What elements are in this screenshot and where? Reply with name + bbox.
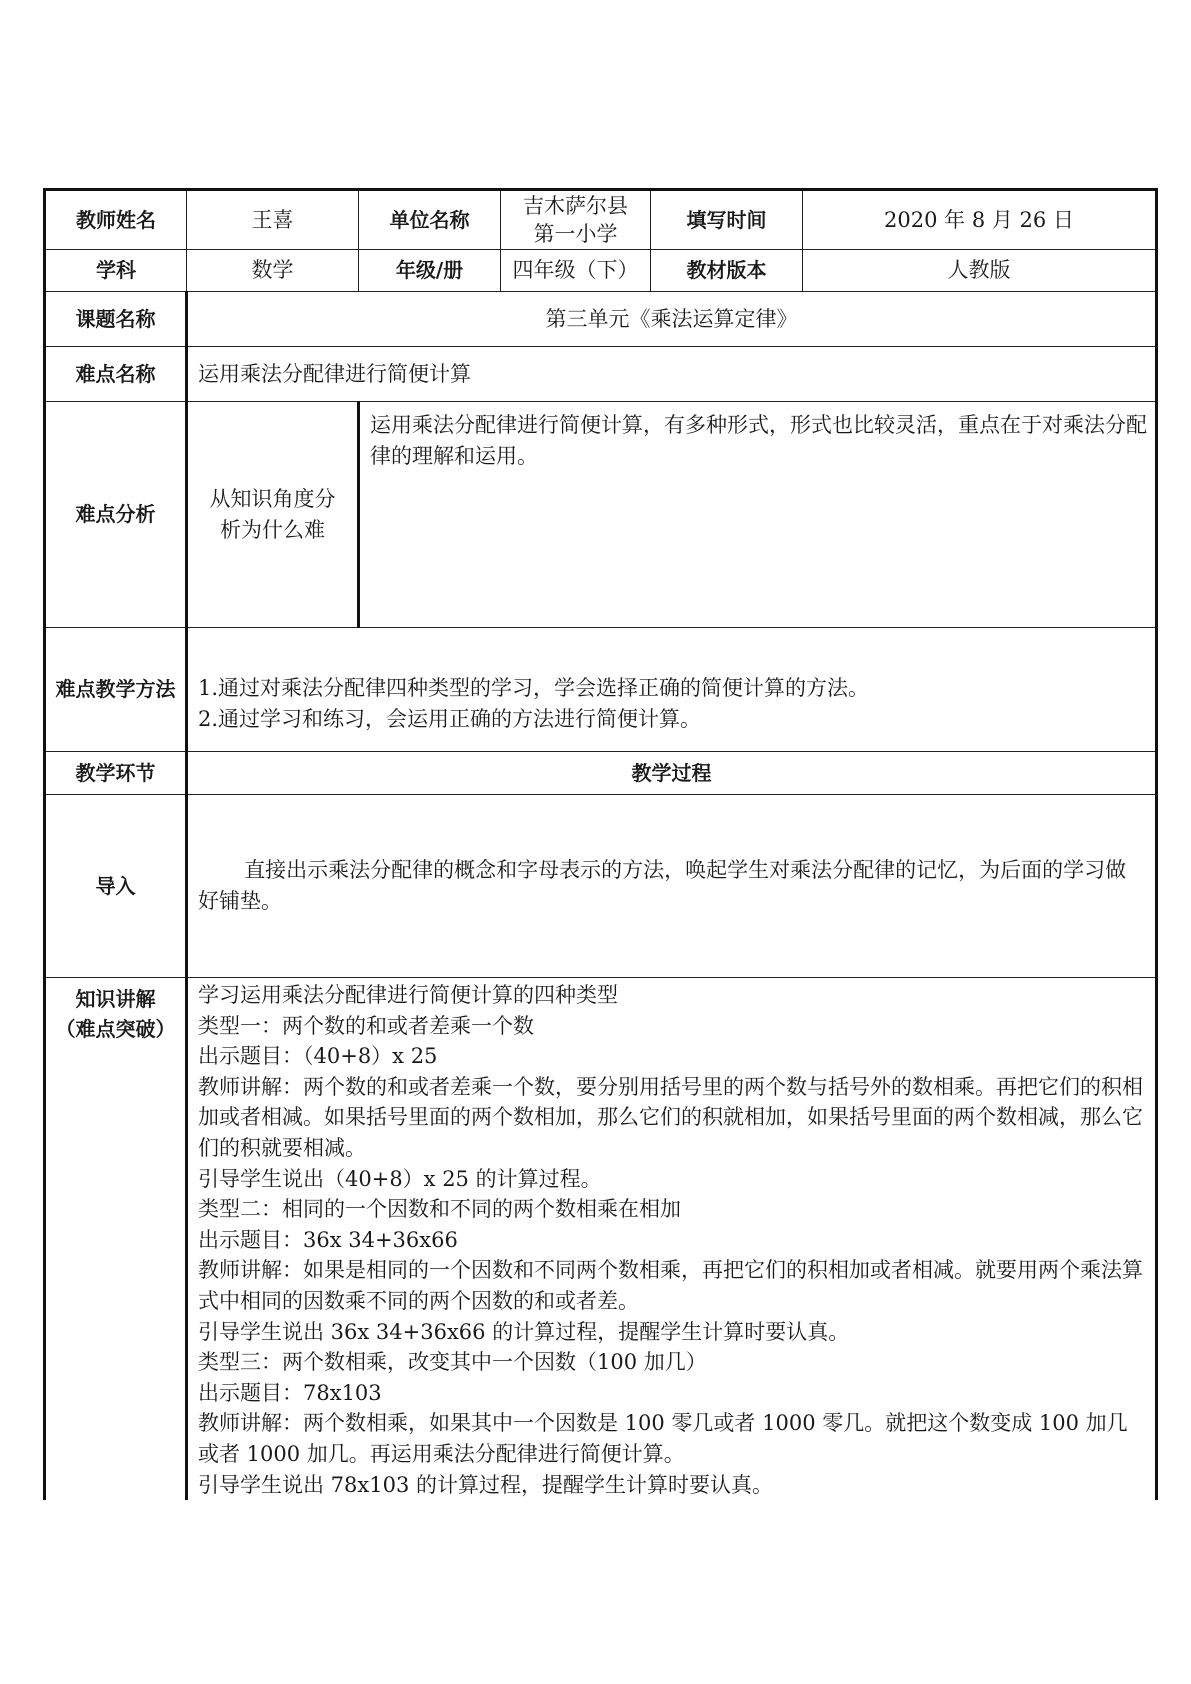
subject-label: 学科 [45, 250, 187, 292]
knowledge-line: 引导学生说出 36x 34+36x66 的计算过程，提醒学生计算时要认真。 [198, 1319, 850, 1344]
lesson-plan-table [43, 188, 1158, 1500]
knowledge-label [45, 978, 187, 1501]
difficulty-row [45, 347, 1157, 402]
knowledge-line: 教师讲解：如果是相同的一个因数和不同两个数相乘，再把它们的积相加或者相减。就要用两个乘法算式中相同的因数乘不同的两个因数的和或者差。 [198, 1258, 1143, 1313]
lesson-plan-sheet [43, 188, 1155, 1500]
intro-label: 导入 [45, 795, 187, 978]
topic-label: 课题名称 [45, 292, 187, 347]
difficulty-value: 运用乘法分配律进行简便计算 [187, 347, 1157, 402]
analysis-row [45, 402, 1157, 628]
topic-row [45, 292, 1157, 347]
subject-value: 数学 [187, 250, 359, 292]
date-value: 2020 年 8 月 26 日 [803, 190, 1157, 250]
intro-content [187, 795, 1157, 978]
difficulty-label: 难点名称 [45, 347, 187, 402]
analysis-label: 难点分析 [45, 402, 187, 628]
edition-label: 教材版本 [651, 250, 803, 292]
unit-label: 单位名称 [359, 190, 501, 250]
process-header-row [45, 752, 1157, 795]
knowledge-content [187, 978, 1157, 1501]
knowledge-line: 出示题目：78x103 [198, 1380, 382, 1405]
method-content [187, 628, 1157, 752]
grade-value: 四年级（下） [501, 250, 651, 292]
process-label: 教学过程 [187, 752, 1157, 795]
edition-value: 人教版 [803, 250, 1157, 292]
knowledge-line: 引导学生说出 78x103 的计算过程，提醒学生计算时要认真。 [198, 1472, 773, 1497]
analysis-sub-label: 从知识角度分析为什么难 [187, 402, 359, 628]
header-row-1 [45, 190, 1157, 250]
knowledge-line: 教师讲解：两个数的和或者差乘一个数，要分别用括号里的两个数与括号外的数相乘。再把它们的积相加或者相减。如果括号里面的两个数相加，那么它们的积就相加，如果括号里面的两个数相减，那么它们的积就要相减。 [198, 1074, 1143, 1160]
knowledge-line: 学习运用乘法分配律进行简便计算的四种类型 [198, 983, 618, 1007]
knowledge-label-line-2: （难点突破） [55, 1017, 176, 1041]
topic-value: 第三单元《乘法运算定律》 [187, 292, 1157, 347]
date-label: 填写时间 [651, 190, 803, 250]
knowledge-line: 类型三：两个数相乘，改变其中一个因数（100 加几） [198, 1350, 707, 1375]
teacher-value: 王喜 [187, 190, 359, 250]
knowledge-label-line-1: 知识讲解 [75, 987, 156, 1011]
knowledge-line: 类型二：相同的一个因数和不同的两个数相乘在相加 [198, 1197, 681, 1222]
method-line-1: 1.通过对乘法分配律四种类型的学习，学会选择正确的简便计算的方法。 [198, 675, 870, 700]
method-label: 难点教学方法 [45, 628, 187, 752]
knowledge-line: 引导学生说出（40+8）x 25 的计算过程。 [198, 1166, 602, 1191]
analysis-value: 运用乘法分配律进行简便计算，有多种形式，形式也比较灵活，重点在于对乘法分配律的理解和运用。 [359, 402, 1157, 628]
knowledge-row [45, 978, 1157, 1501]
method-row [45, 628, 1157, 752]
grade-label: 年级/册 [359, 250, 501, 292]
header-row-2 [45, 250, 1157, 292]
unit-value: 吉木萨尔县第一小学 [501, 190, 651, 250]
teacher-label: 教师姓名 [45, 190, 187, 250]
stage-label: 教学环节 [45, 752, 187, 795]
knowledge-line: 类型一：两个数的和或者差乘一个数 [198, 1013, 534, 1038]
method-line-2: 2.通过学习和练习，会运用正确的方法进行简便计算。 [198, 706, 702, 731]
knowledge-line: 出示题目：（40+8）x 25 [198, 1044, 438, 1069]
knowledge-line: 教师讲解：两个数相乘，如果其中一个因数是 100 零几或者 1000 零几。就把这个数变成 100 加几或者 1000 加几。再运用乘法分配律进行简便计算。 [198, 1411, 1128, 1466]
intro-row [45, 795, 1157, 978]
knowledge-line: 出示题目：36x 34+36x66 [198, 1227, 458, 1252]
intro-text: 直接出示乘法分配律的概念和字母表示的方法，唤起学生对乘法分配律的记忆，为后面的学习做好铺垫。 [198, 858, 1127, 913]
